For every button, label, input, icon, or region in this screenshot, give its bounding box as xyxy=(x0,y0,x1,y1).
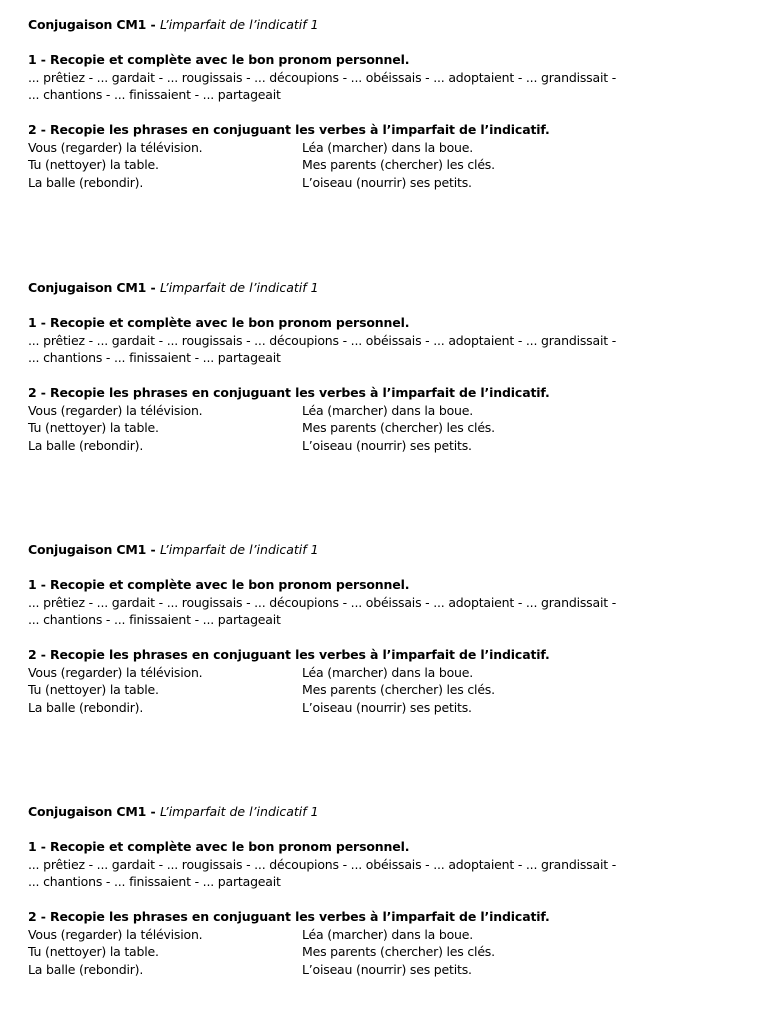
sentence-row xyxy=(28,156,748,174)
sentence-left: Tu (nettoyer) la table. xyxy=(28,420,159,435)
title-subtitle: L’imparfait de l’indicatif 1 xyxy=(160,17,319,32)
title-prefix: Conjugaison CM1 xyxy=(28,17,147,32)
exercise-1 xyxy=(28,576,748,629)
sentence-right: Mes parents (chercher) les clés. xyxy=(302,682,495,697)
exercise-2 xyxy=(28,121,748,191)
exercise-2 xyxy=(28,908,748,978)
exercise-1-heading: 1 - Recopie et complète avec le bon pronom personnel. xyxy=(28,52,410,67)
exercise-1 xyxy=(28,314,748,367)
title-prefix: Conjugaison CM1 xyxy=(28,804,147,819)
worksheet-block-1 xyxy=(28,16,748,191)
sentence-right: Léa (marcher) dans la boue. xyxy=(302,926,473,942)
sentence-right: Mes parents (chercher) les clés. xyxy=(302,420,495,435)
sentence-row xyxy=(28,174,748,192)
sentence-left: Tu (nettoyer) la table. xyxy=(28,944,159,959)
title-subtitle: L’imparfait de l’indicatif 1 xyxy=(160,280,319,295)
exercise-2 xyxy=(28,646,748,716)
exercise-1-line-1: ... prêtiez - ... gardait - ... rougissais - ... découpions - ... obéissais - ... adoptaient - ... grandissait - xyxy=(28,594,617,610)
worksheet-title xyxy=(28,16,748,34)
exercise-2-heading: 2 - Recopie les phrases en conjuguant les verbes à l’imparfait de l’indicatif. xyxy=(28,122,550,137)
sentence-right: Léa (marcher) dans la boue. xyxy=(302,664,473,680)
sentence-left: La balle (rebondir). xyxy=(28,699,144,715)
sentence-right: Mes parents (chercher) les clés. xyxy=(302,157,495,172)
sentence-row xyxy=(28,402,748,420)
sentence-right: L’oiseau (nourrir) ses petits. xyxy=(302,699,472,715)
exercise-1-heading: 1 - Recopie et complète avec le bon pronom personnel. xyxy=(28,577,410,592)
sentence-left: Vous (regarder) la télévision. xyxy=(28,139,203,155)
sentence-left: Vous (regarder) la télévision. xyxy=(28,402,203,418)
sentence-right: Léa (marcher) dans la boue. xyxy=(302,139,473,155)
sentence-row xyxy=(28,699,748,717)
sentence-row xyxy=(28,419,748,437)
sentence-left: Tu (nettoyer) la table. xyxy=(28,157,159,172)
sentence-left: Vous (regarder) la télévision. xyxy=(28,664,203,680)
sentence-row xyxy=(28,961,748,979)
worksheet-title xyxy=(28,541,748,559)
sentence-left: La balle (rebondir). xyxy=(28,961,144,977)
exercise-2-heading: 2 - Recopie les phrases en conjuguant les verbes à l’imparfait de l’indicatif. xyxy=(28,909,550,924)
title-separator: - xyxy=(146,804,161,819)
title-separator: - xyxy=(146,542,161,557)
title-separator: - xyxy=(146,17,161,32)
sentence-row xyxy=(28,926,748,944)
sentence-row xyxy=(28,437,748,455)
title-separator: - xyxy=(146,280,161,295)
sentence-left: La balle (rebondir). xyxy=(28,174,144,190)
sentence-row xyxy=(28,139,748,157)
sentence-row xyxy=(28,943,748,961)
sentence-right: L’oiseau (nourrir) ses petits. xyxy=(302,174,472,190)
sentence-left: La balle (rebondir). xyxy=(28,437,144,453)
exercise-2-heading: 2 - Recopie les phrases en conjuguant les verbes à l’imparfait de l’indicatif. xyxy=(28,647,550,662)
exercise-1-heading: 1 - Recopie et complète avec le bon pronom personnel. xyxy=(28,315,410,330)
sentence-right: Mes parents (chercher) les clés. xyxy=(302,944,495,959)
exercise-1-line-2: ... chantions - ... finissaient - ... partageait xyxy=(28,350,281,365)
sentence-right: Léa (marcher) dans la boue. xyxy=(302,402,473,418)
exercise-1-line-1: ... prêtiez - ... gardait - ... rougissais - ... découpions - ... obéissais - ... adoptaient - ... grandissait - xyxy=(28,856,617,872)
title-subtitle: L’imparfait de l’indicatif 1 xyxy=(160,542,319,557)
exercise-1-line-1: ... prêtiez - ... gardait - ... rougissais - ... découpions - ... obéissais - ... adoptaient - ... grandissait - xyxy=(28,69,617,85)
exercise-2-heading: 2 - Recopie les phrases en conjuguant les verbes à l’imparfait de l’indicatif. xyxy=(28,385,550,400)
sentence-left: Vous (regarder) la télévision. xyxy=(28,926,203,942)
worksheet-block-3 xyxy=(28,541,748,716)
title-prefix: Conjugaison CM1 xyxy=(28,280,147,295)
exercise-1-line-2: ... chantions - ... finissaient - ... partageait xyxy=(28,874,281,889)
worksheet-block-2 xyxy=(28,279,748,454)
worksheet-title xyxy=(28,803,748,821)
exercise-1 xyxy=(28,838,748,891)
sentence-row xyxy=(28,681,748,699)
exercise-1-heading: 1 - Recopie et complète avec le bon pronom personnel. xyxy=(28,839,410,854)
exercise-1-line-2: ... chantions - ... finissaient - ... partageait xyxy=(28,612,281,627)
exercise-1-line-2: ... chantions - ... finissaient - ... partageait xyxy=(28,87,281,102)
sentence-left: Tu (nettoyer) la table. xyxy=(28,682,159,697)
sentence-right: L’oiseau (nourrir) ses petits. xyxy=(302,437,472,453)
worksheet-title xyxy=(28,279,748,297)
exercise-2 xyxy=(28,384,748,454)
worksheet-block-4 xyxy=(28,803,748,978)
sentence-right: L’oiseau (nourrir) ses petits. xyxy=(302,961,472,977)
title-subtitle: L’imparfait de l’indicatif 1 xyxy=(160,804,319,819)
title-prefix: Conjugaison CM1 xyxy=(28,542,147,557)
exercise-1 xyxy=(28,51,748,104)
exercise-1-line-1: ... prêtiez - ... gardait - ... rougissais - ... découpions - ... obéissais - ... adoptaient - ... grandissait - xyxy=(28,332,617,348)
sentence-row xyxy=(28,664,748,682)
